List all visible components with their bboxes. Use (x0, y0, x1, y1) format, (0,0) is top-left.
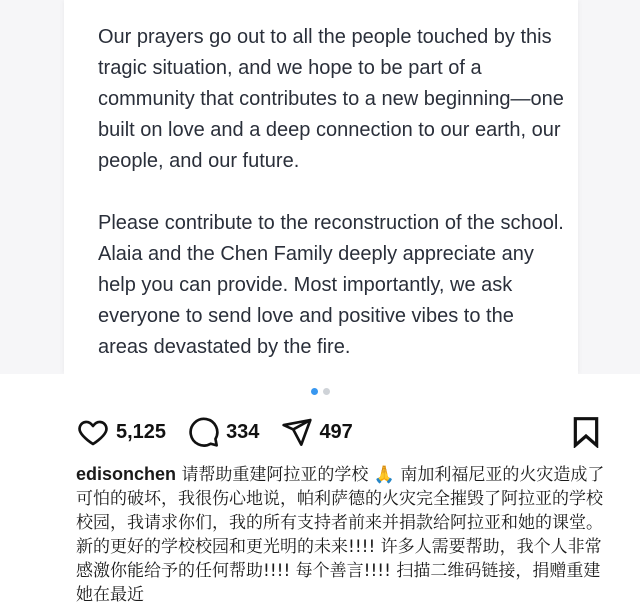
carousel-dot-active[interactable] (311, 388, 318, 395)
comment-action[interactable] (188, 416, 259, 448)
slide-paragraph-1: Our prayers go out to all the people touched by this tragic situation, and we hope to be part of a community that contributes to a new beginning—one built on love and a deep connection to our earth, our people, and our future. (98, 26, 564, 172)
carousel-slide (64, 0, 578, 374)
caption-username[interactable]: edisonchen (76, 464, 177, 484)
bookmark-icon[interactable] (572, 416, 600, 448)
heart-icon[interactable] (76, 416, 110, 448)
save-button[interactable] (572, 416, 600, 452)
slide-paragraph-2: Please contribute to the reconstruction of the school. Alaia and the Chen Family deeply appreciate any help you can provide. Most importantly, we ask everyone to send love and positive vibes to the areas devastated by the fire. (98, 212, 564, 358)
comment-count[interactable]: 334 (226, 420, 260, 443)
comment-bubble-icon[interactable] (188, 416, 220, 448)
post-action-bar (76, 414, 600, 450)
like-action[interactable] (76, 416, 166, 448)
paper-plane-icon[interactable] (281, 416, 313, 448)
caption-text: 请帮助重建阿拉亚的学校 🙏 南加利福尼亚的火灾造成了可怕的破坏，我很伤心地说，帕利萨德的火灾完全摧毁了阿拉亚的学校校园，我请求你们，我的所有支持者前来并捐款给阿拉亚和她的课堂。 新的更好的学校校园和更光明的未来!!!! 许多人需要帮助，我个人非常感激你能给予的任何帮助!!!! 每个善言!!!! 扫描二维码链接，捐赠重建她在最近 (76, 465, 605, 605)
share-count[interactable]: 497 (319, 420, 353, 443)
like-count[interactable]: 5,125 (116, 420, 167, 443)
share-action[interactable] (281, 416, 352, 448)
carousel-indicator (0, 388, 640, 395)
slide-text (98, 22, 568, 374)
post-caption (76, 462, 616, 607)
carousel-dot[interactable] (323, 388, 330, 395)
